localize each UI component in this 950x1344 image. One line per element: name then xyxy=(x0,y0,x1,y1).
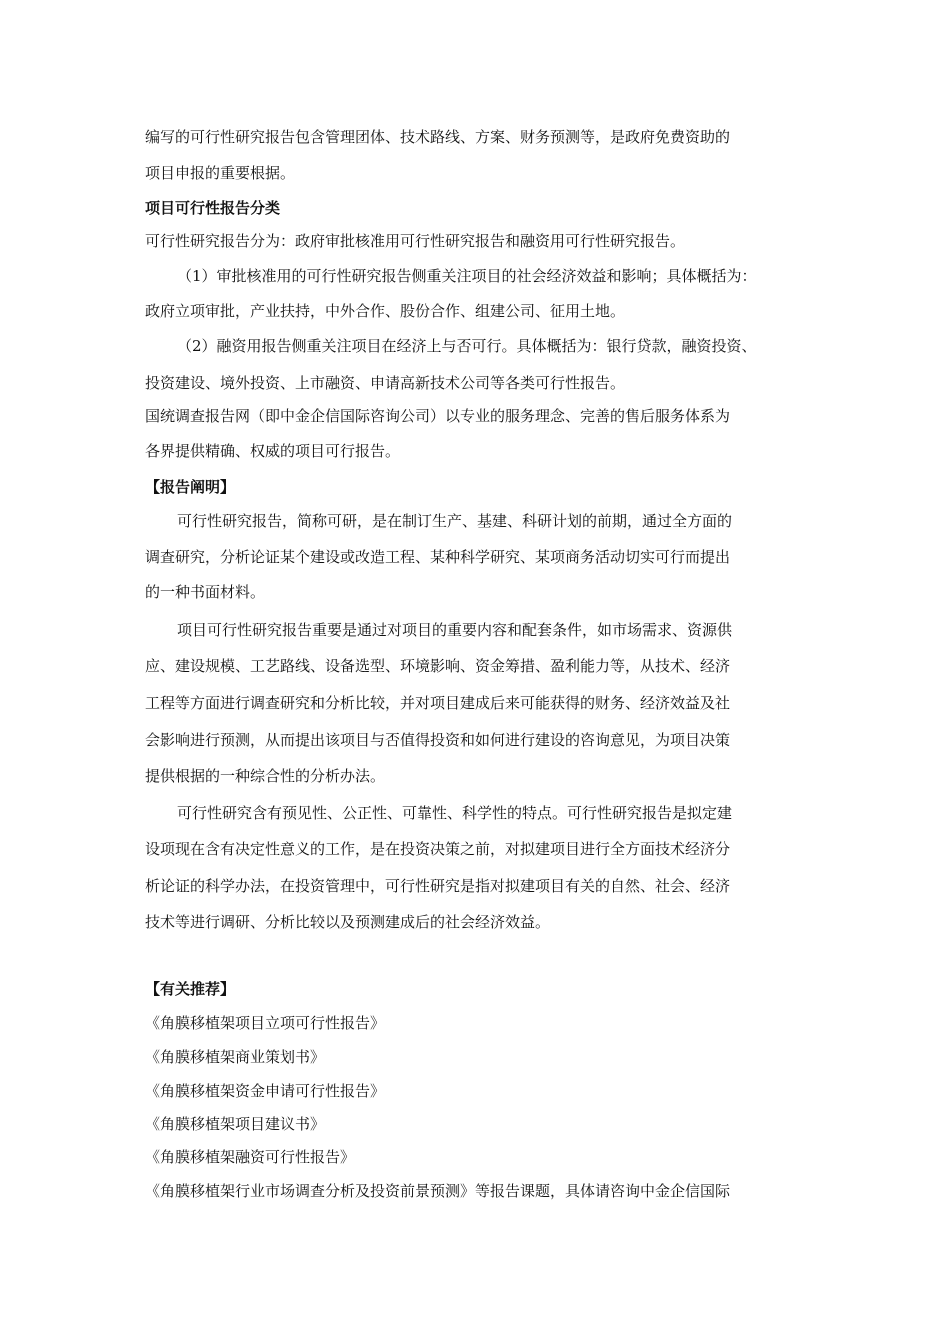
recommend-item: 《角膜移植架项目建议书》 xyxy=(145,1115,326,1133)
recommend-heading: 【有关推荐】 xyxy=(145,980,236,998)
classification-line-7: 各界提供精确、权威的项目可行报告。 xyxy=(145,442,401,460)
explanation-p3-line: 技术等进行调研、分析比较以及预测建成后的社会经济效益。 xyxy=(145,913,551,931)
explanation-p2-line: 项目可行性研究报告重要是通过对项目的重要内容和配套条件，如市场需求、资源供 xyxy=(177,621,733,639)
explanation-p2-line: 提供根据的一种综合性的分析办法。 xyxy=(145,767,386,785)
explanation-heading: 【报告阐明】 xyxy=(145,478,236,496)
explanation-p1-line: 的一种书面材料。 xyxy=(145,583,266,601)
explanation-p1-line: 可行性研究报告，简称可研，是在制订生产、基建、科研计划的前期，通过全方面的 xyxy=(177,512,733,530)
classification-line-4: （2）融资用报告侧重关注项目在经济上与否可行。具体概括为：银行贷款，融资投资、 xyxy=(177,337,757,355)
explanation-p2-line: 工程等方面进行调查研究和分析比较，并对项目建成后来可能获得的财务、经济效益及社 xyxy=(145,694,731,712)
classification-line-2: （1）审批核准用的可行性研究报告侧重关注项目的社会经济效益和影响；具体概括为： xyxy=(177,267,757,285)
explanation-p3-line: 析论证的科学办法，在投资管理中，可行性研究是指对拟建项目有关的自然、社会、经济 xyxy=(145,877,731,895)
classification-line-5: 投资建设、境外投资、上市融资、申请高新技术公司等各类可行性报告。 xyxy=(145,374,626,392)
intro-line-2: 项目申报的重要根据。 xyxy=(145,164,296,182)
classification-heading: 项目可行性报告分类 xyxy=(145,199,281,217)
explanation-p2-line: 会影响进行预测，从而提出该项目与否值得投资和如何进行建设的咨询意见，为项目决策 xyxy=(145,731,731,749)
explanation-p1-line: 调查研究，分析论证某个建设或改造工程、某种科学研究、某项商务活动切实可行而提出 xyxy=(145,548,731,566)
recommend-item: 《角膜移植架商业策划书》 xyxy=(145,1048,326,1066)
intro-line-1: 编写的可行性研究报告包含管理团体、技术路线、方案、财务预测等，是政府免费资助的 xyxy=(145,128,731,146)
recommend-item: 《角膜移植架项目立项可行性报告》 xyxy=(145,1014,386,1032)
explanation-p3-line: 设项现在含有决定性意义的工作，是在投资决策之前，对拟建项目进行全方面技术经济分 xyxy=(145,840,731,858)
explanation-p3-line: 可行性研究含有预见性、公正性、可靠性、科学性的特点。可行性研究报告是拟定建 xyxy=(177,804,733,822)
recommend-item: 《角膜移植架行业市场调查分析及投资前景预测》等报告课题，具体请咨询中金企信国际 xyxy=(145,1182,731,1200)
recommend-item: 《角膜移植架资金申请可行性报告》 xyxy=(145,1082,386,1100)
classification-line-6: 国统调查报告网（即中金企信国际咨询公司）以专业的服务理念、完善的售后服务体系为 xyxy=(145,407,731,425)
classification-line-3: 政府立项审批，产业扶持，中外合作、股份合作、组建公司、征用土地。 xyxy=(145,302,626,320)
recommend-item: 《角膜移植架融资可行性报告》 xyxy=(145,1148,356,1166)
classification-line-1: 可行性研究报告分为：政府审批核准用可行性研究报告和融资用可行性研究报告。 xyxy=(145,232,686,250)
explanation-p2-line: 应、建设规模、工艺路线、设备选型、环境影响、资金筹措、盈利能力等，从技术、经济 xyxy=(145,657,731,675)
